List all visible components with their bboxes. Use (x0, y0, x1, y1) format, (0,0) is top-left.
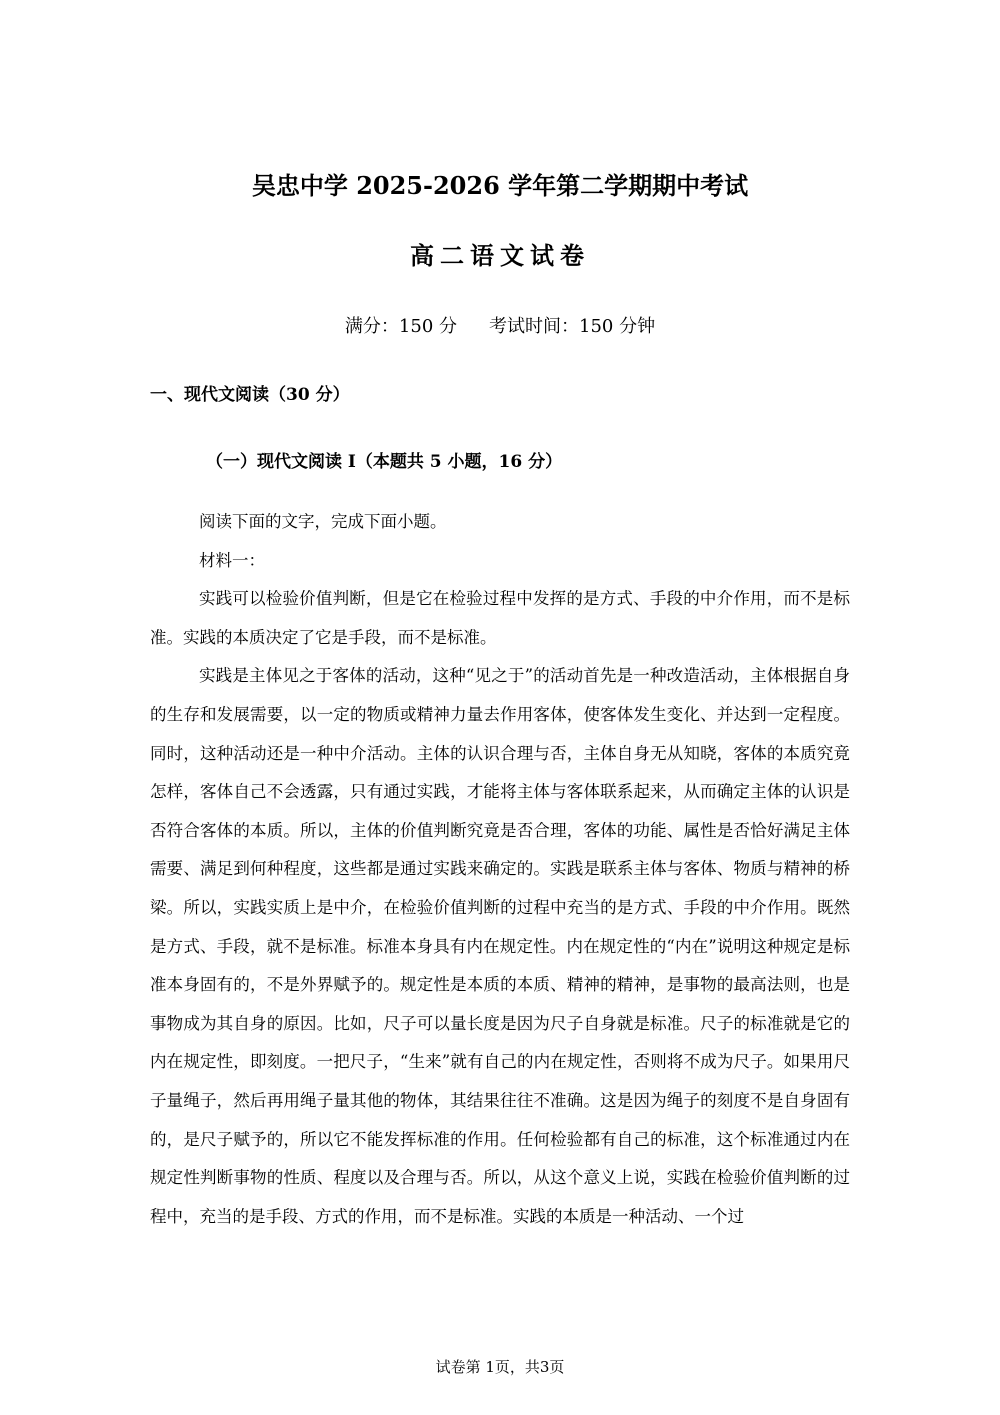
section-heading: 一、现代文阅读（30 分） (150, 385, 350, 405)
exam-time: 考试时间：150 分钟 (489, 316, 656, 337)
full-score: 满分：150 分 (344, 316, 457, 337)
exam-subtitle: 高二语文试卷 (410, 241, 590, 270)
subsection-heading: （一）现代文阅读 I（本题共 5 小题，16 分） (206, 452, 563, 472)
material-label: 材料一： (199, 550, 265, 570)
page-footer: 试卷第 1页，共3页 (435, 1358, 565, 1376)
exam-info (0, 314, 1000, 340)
instruction-text: 阅读下面的文字，完成下面小题。 (199, 512, 447, 531)
reading-passage (150, 503, 850, 1236)
paragraph: 实践是主体见之于客体的活动，这种“见之于”的活动首先是一种改造活动，主体根据自身的生存和发展需要，以一定的物质或精神力量去作用客体，使客体发生变化、并达到一定程度。同时，这种活动还是一种中介活动。主体的认识合理与否，主体自身无从知晓，客体的本质究竟怎样，客体自己不会透露，只有通过实践，才能将主体与客体联系起来，从而确定主体的认识是否符合客体的本质。所以，主体的价值判断究竟是否合理，客体的功能、属性是否恰好满足主体需要、满足到何种程度，这些都是通过实践来确定的。实践是联系主体与客体、物质与精神的桥梁。所以，实践实质上是中介，在检验价值判断的过程中充当的是方式、手段的中介作用。既然是方式、手段，就不是标准。标准本身具有内在规定性。内在规定性的“内在”说明这种规定是标准本身固有的，不是外界赋予的。规定性是本质的本质、精神的精神，是事物的最高法则，也是事物成为其自身的原因。比如，尺子可以量长度是因为尺子自身就是标准。尺子的标准就是它的内在规定性，即刻度。一把尺子，“生来”就有自己的内在规定性，否则将不成为尺子。如果用尺子量绳子，然后再用绳子量其他的物体，其结果往往不准确。这是因为绳子的刻度不是自身固有的，是尺子赋予的，所以它不能发挥标准的作用。任何检验都有自己的标准，这个标准通过内在规定性判断事物的性质、程度以及合理与否。所以，从这个意义上说，实践在检验价值判断的过程中，充当的是手段、方式的作用，而不是标准。实践的本质是一种活动、一个过 (150, 666, 850, 1226)
exam-title: 吴忠中学 2025-2026 学年第二学期期中考试 (251, 171, 749, 200)
paragraph: 实践可以检验价值判断，但是它在检验过程中发挥的是方式、手段的中介作用，而不是标准。实践的本质决定了它是手段，而不是标准。 (150, 589, 850, 647)
